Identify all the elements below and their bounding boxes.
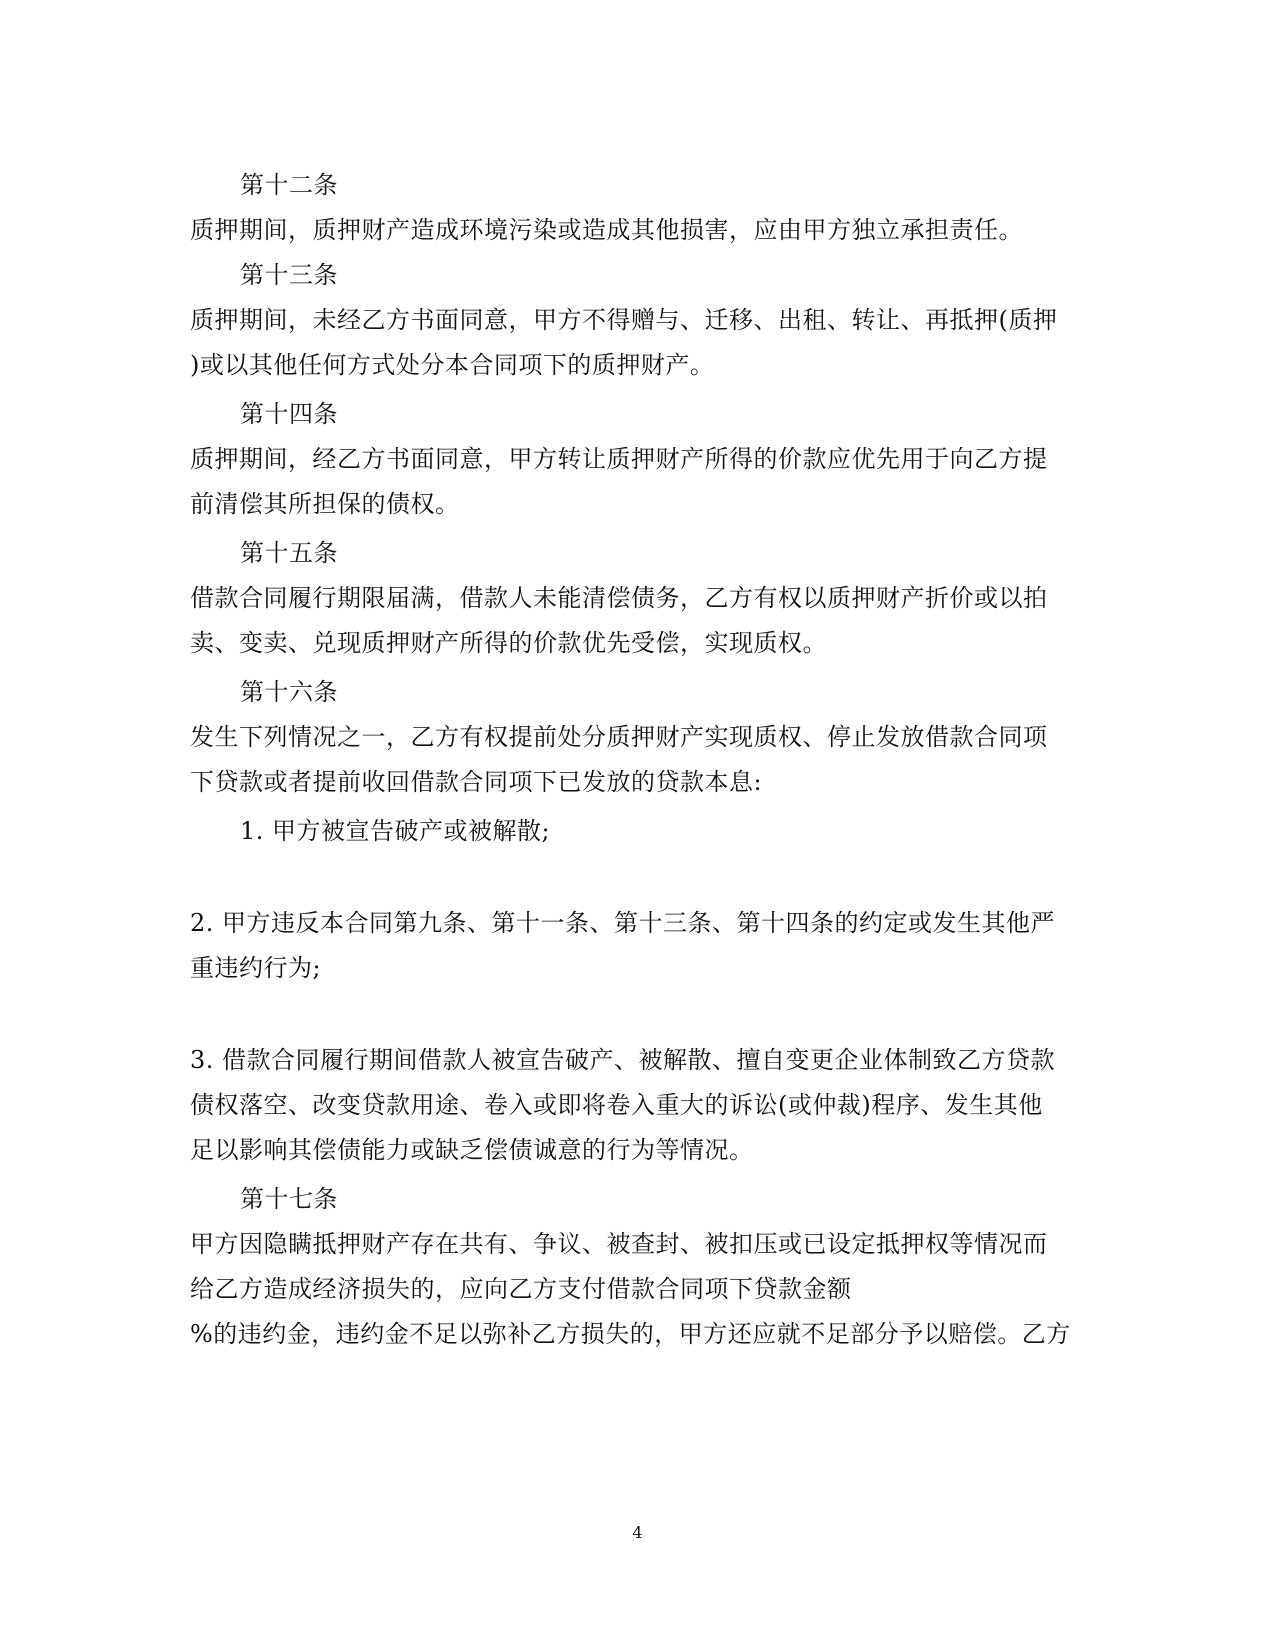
article-17-text-line-2: 给乙方造成经济损失的，应向乙方支付借款合同项下贷款金额 xyxy=(190,1275,852,1303)
article-13-heading: 第十三条 xyxy=(240,261,338,289)
article-17-heading: 第十七条 xyxy=(240,1185,338,1213)
article-16-item-2-line-2: 重违约行为; xyxy=(190,954,322,982)
article-14-text-line-2: 前清偿其所担保的债权。 xyxy=(190,490,460,518)
article-16-item-1: 1. 甲方被宣告破产或被解散; xyxy=(240,817,551,845)
article-13-text-line-2: )或以其他任何方式处分本合同项下的质押财产。 xyxy=(190,351,715,379)
article-15-text-line-1: 借款合同履行期限届满，借款人未能清偿债务，乙方有权以质押财产折价或以拍 xyxy=(190,584,1048,612)
article-16-item-2-line-1: 2. 甲方违反本合同第九条、第十一条、第十三条、第十四条的约定或发生其他严 xyxy=(190,909,1056,937)
article-14-text-line-1: 质押期间，经乙方书面同意，甲方转让质押财产所得的价款应优先用于向乙方提 xyxy=(190,445,1048,473)
article-13-text-line-1: 质押期间，未经乙方书面同意，甲方不得赠与、迁移、出租、转让、再抵押(质押 xyxy=(190,306,1058,334)
article-16-item-3-line-3: 足以影响其偿债能力或缺乏偿债诚意的行为等情况。 xyxy=(190,1136,754,1164)
article-16-item-3-line-1: 3. 借款合同履行期间借款人被宣告破产、被解散、擅自变更企业体制致乙方贷款 xyxy=(190,1046,1056,1074)
article-15-heading: 第十五条 xyxy=(240,539,338,567)
article-16-text-line-1: 发生下列情况之一，乙方有权提前处分质押财产实现质权、停止发放借款合同项 xyxy=(190,723,1048,751)
article-17-text-line-1: 甲方因隐瞒抵押财产存在共有、争议、被查封、被扣压或已设定抵押权等情况而 xyxy=(190,1230,1048,1258)
article-17-text-line-3: %的违约金，违约金不足以弥补乙方损失的，甲方还应就不足部分予以赔偿。乙方 xyxy=(190,1320,1071,1348)
article-14-heading: 第十四条 xyxy=(240,400,338,428)
article-15-text-line-2: 卖、变卖、兑现质押财产所得的价款优先受偿，实现质权。 xyxy=(190,629,827,657)
article-12-text-line-1: 质押期间，质押财产造成环境污染或造成其他损害，应由甲方独立承担责任。 xyxy=(190,216,1023,244)
page-number: 4 xyxy=(632,1523,643,1542)
article-16-text-line-2: 下贷款或者提前收回借款合同项下已发放的贷款本息: xyxy=(190,768,763,796)
article-16-heading: 第十六条 xyxy=(240,678,338,706)
article-12-heading: 第十二条 xyxy=(240,171,338,199)
article-16-item-3-line-2: 债权落空、改变贷款用途、卷入或即将卷入重大的诉讼(或仲裁)程序、发生其他 xyxy=(190,1091,1043,1119)
